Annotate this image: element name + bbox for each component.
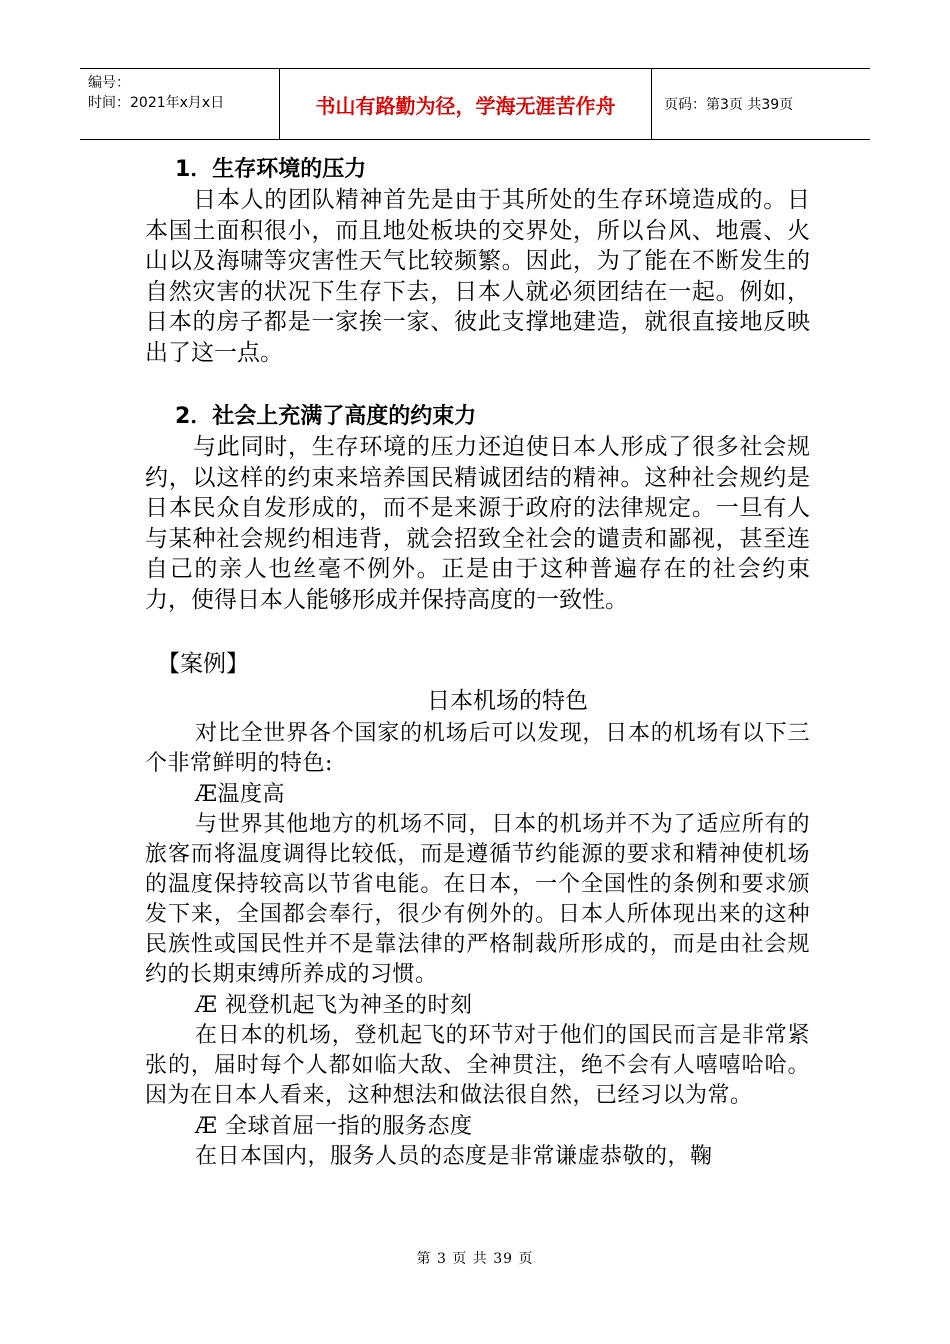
case-label: 【案例】 [157, 651, 249, 677]
header-meta-cell [80, 69, 280, 139]
case-intro: 对比全世界各个国家的机场后可以发现，日本的机场有以下三个非常鲜明的特色: [145, 721, 810, 776]
header-motto: 书山有路勤为径，学海无涯苦作舟 [315, 93, 616, 118]
case-item-body-1: 与世界其他地方的机场不同，日本的机场并不为了适应所有的旅客而将温度调得比较低，而是遵循节约能源的要求和精神使机场的温度保持较高以节省电能。在日本，一个全国性的条例和要求颁发下来，全国都会奉行，很少有例外的。日本人所体现出来的这种民族性或国民性并不是靠法律的严格制裁所形成的，而是由社会规约的长期束缚所养成的习惯。 [145, 812, 810, 987]
section-title-2: 2．社会上充满了高度的约束力 [175, 404, 477, 429]
case-item-body-3: 在日本国内，服务人员的态度是非常谦虚恭敬的，鞠 [195, 1144, 713, 1169]
section-body-2: 与此同时，生存环境的压力还迫使日本人形成了很多社会规约，以这样的约束来培养国民精诚团结的精神。这种社会规约是日本民众自发形成的，而不是来源于政府的法律规定。一旦有人与某种社会规约相违背，就会招致全社会的谴责和鄙视，甚至连自己的亲人也丝毫不例外。正是由于这种普遍存在的社会约束力，使得日本人能够形成并保持高度的一致性。 [145, 434, 810, 613]
header-page-info: 页码：第3页 共39页 [664, 97, 794, 113]
spacer [145, 615, 810, 649]
case-item-heading-3: Æ 全球首屈一指的服务态度 [195, 1114, 473, 1139]
number-label: 编号： [88, 75, 130, 91]
case-item-body-2: 在日本的机场，登机起飞的环节对于他们的国民而言是非常紧张的，届时每个人都如临大敌、全神贯注，绝不会有人嘻嘻哈哈。因为在日本人看来，这种想法和做法很自然，已经习以为常。 [145, 1023, 810, 1108]
motto-cell [280, 69, 652, 139]
case-item-heading-1: Æ温度高 [195, 782, 286, 807]
date-label: 时间：2021年x月x日 [88, 95, 225, 111]
case-item-heading-2: Æ 视登机起飞为神圣的时刻 [195, 993, 473, 1018]
spacer [145, 368, 810, 402]
page-footer: 第 3 页 共 39 页 [416, 1251, 534, 1267]
case-title: 日本机场的特色 [427, 688, 588, 714]
document-body [145, 155, 810, 1172]
section-body-1: 日本人的团队精神首先是由于其所处的生存环境造成的。日本国土面积很小，而且地处板块的交界处，所以台风、地震、火山以及海啸等灾害性天气比较频繁。因此，为了能在不断发生的自然灾害的状况下生存下去，日本人就必须团结在一起。例如，日本的房子都是一家挨一家、彼此支撑地建造，就很直接地反映出了这一点。 [145, 187, 810, 366]
document-header [80, 68, 870, 140]
section-title-1: 1．生存环境的压力 [175, 157, 367, 182]
page-info-cell [652, 69, 870, 139]
